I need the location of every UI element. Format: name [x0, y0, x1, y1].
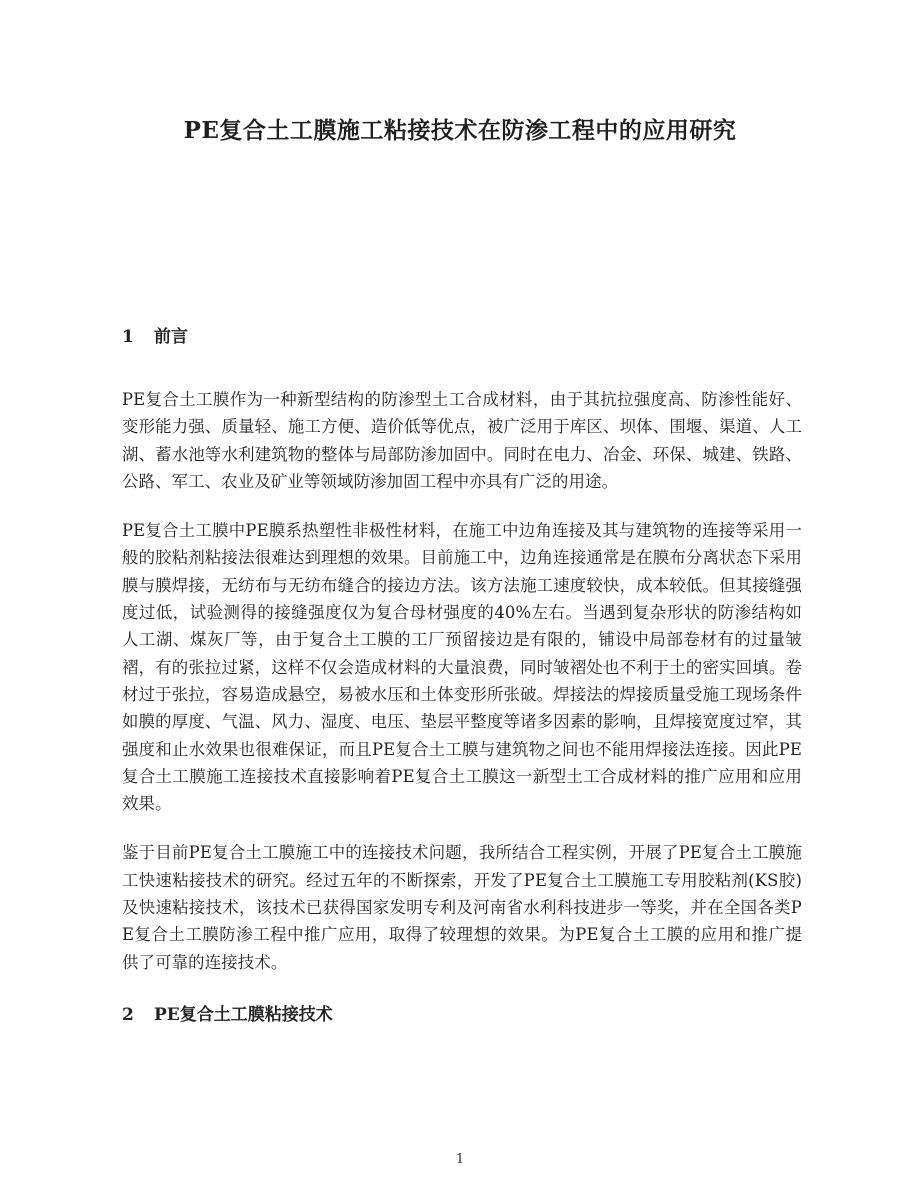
section-number: 1	[122, 327, 134, 347]
section-heading-2	[122, 1000, 802, 1030]
section-heading-1	[122, 322, 802, 352]
document-title: PE复合土工膜施工粘接技术在防渗工程中的应用研究	[183, 117, 737, 144]
section-title: PE复合土工膜粘接技术	[154, 1004, 333, 1025]
paragraph: 鉴于目前PE复合土工膜施工中的连接技术问题，我所结合工程实例，开展了PE复合土工膜施工快速粘接技术的研究。经过五年的不断探索，开发了PE复合土工膜施工专用胶粘剂(KS胶)及快速粘接技术，该技术已获得国家发明专利及河南省水利科技进步一等奖，并在全国各类PE复合土工膜防渗工程中推广应用，取得了较理想的效果。为PE复合土工膜的应用和推广提供了可靠的连接技术。	[122, 843, 802, 972]
paragraph: PE复合土工膜作为一种新型结构的防渗型土工合成材料，由于其抗拉强度高、防渗性能好、变形能力强、质量轻、施工方便、造价低等优点，被广泛用于库区、坝体、围堰、渠道、人工湖、蓄水池等水利建筑物的整体与局部防渗加固中。同时在电力、冶金、环保、城建、铁路、公路、军工、农业及矿业等领域防渗加固工程中亦具有广泛的用途。	[122, 390, 802, 491]
section-number: 2	[122, 1004, 134, 1025]
document-body	[122, 322, 802, 1064]
page-number: 1	[455, 1152, 465, 1167]
paragraph: PE复合土工膜中PE膜系热塑性非极性材料，在施工中边角连接及其与建筑物的连接等采用一般的胶粘剂粘接法很难达到理想的效果。目前施工中，边角连接通常是在膜布分离状态下采用膜与膜焊接，无纺布与无纺布缝合的接边方法。该方法施工速度较快，成本较低。但其接缝强度过低，试验测得的接缝强度仅为复合母材强度的40%左右。当遇到复杂形状的防渗结构如人工湖、煤灰厂等，由于复合土工膜的工厂预留接边是有限的，铺设中局部卷材有的过量皱褶，有的张拉过紧，这样不仅会造成材料的大量浪费，同时皱褶处也不利于土的密实回填。卷材过于张拉，容易造成悬空，易被水压和土体变形所张破。焊接法的焊接质量受施工现场条件如膜的厚度、气温、风力、湿度、电压、垫层平整度等诸多因素的影响，且焊接宽度过窄，其强度和止水效果也很难保证，而且PE复合土工膜与建筑物之间也不能用焊接法连接。因此PE复合土工膜施工连接技术直接影响着PE复合土工膜这一新型土工合成材料的推广应用和应用效果。	[122, 521, 802, 814]
section-title: 前言	[154, 327, 188, 347]
